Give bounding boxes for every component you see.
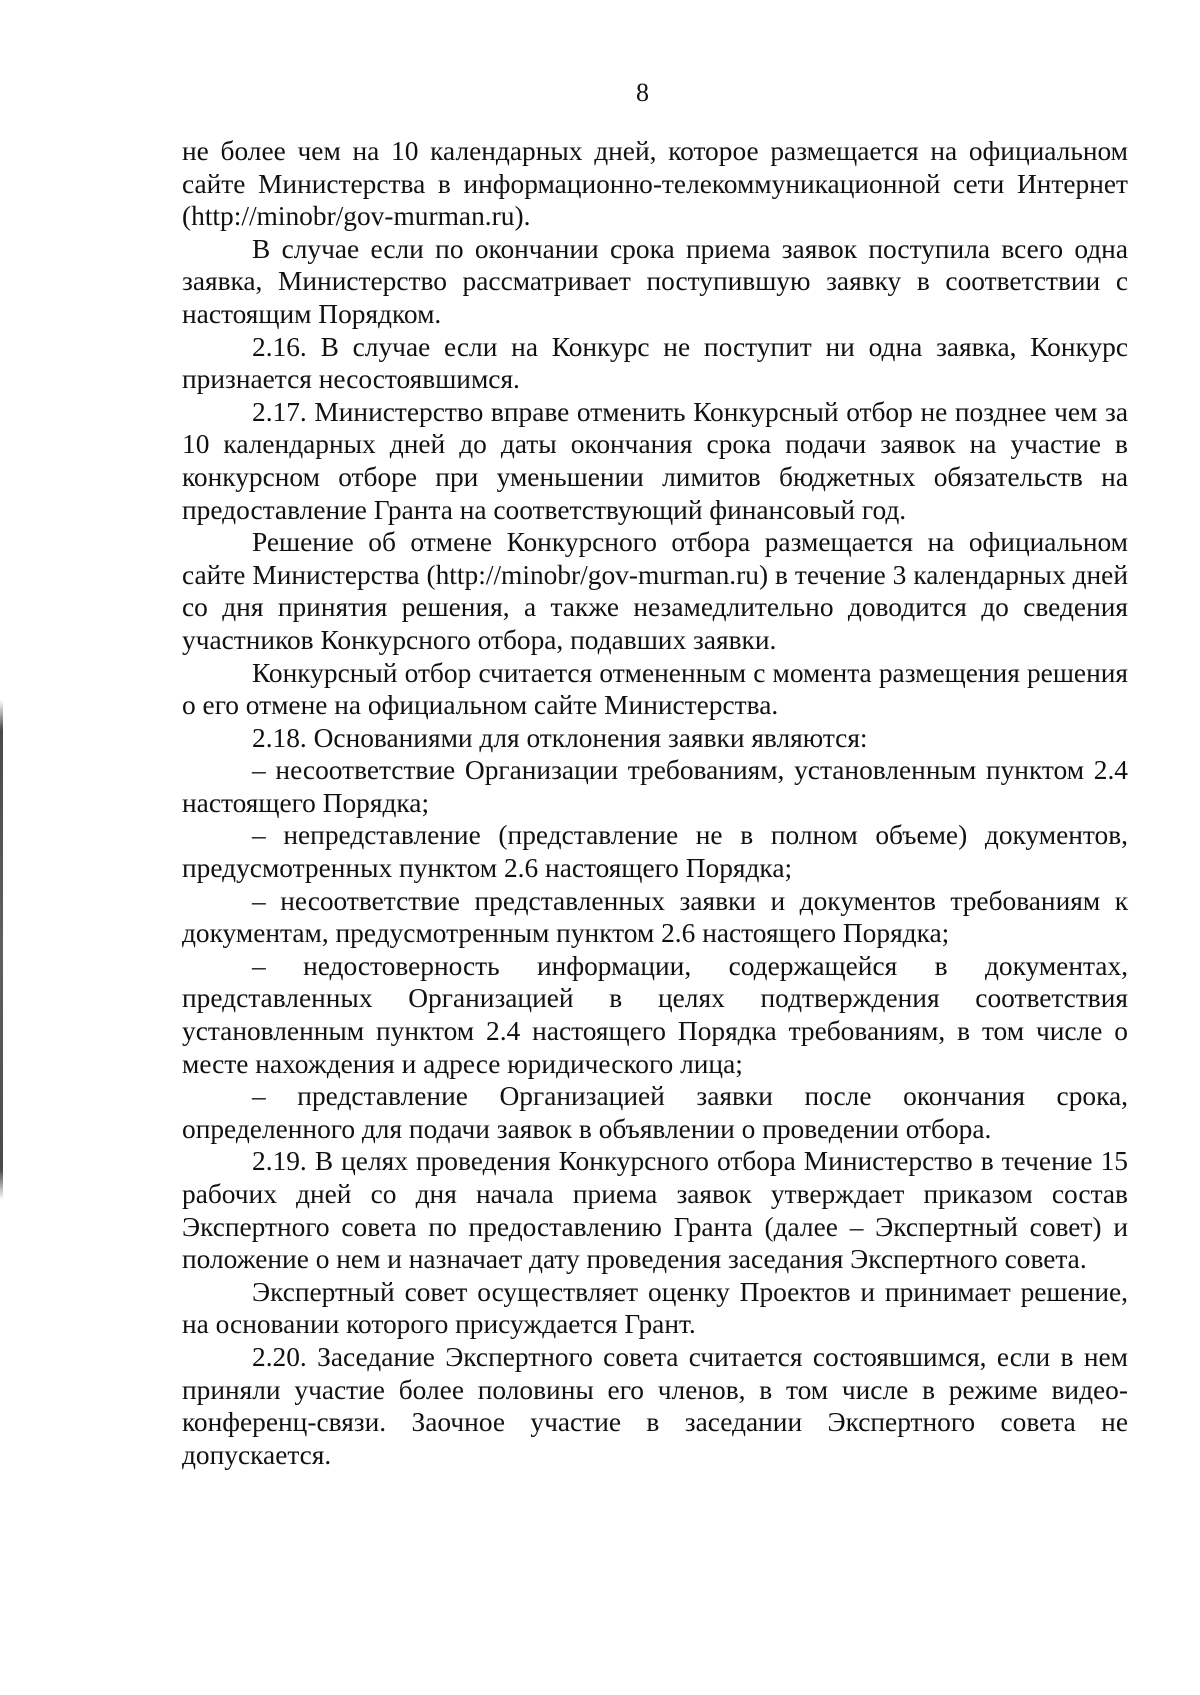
paragraph-clause-2-20: 2.20. Заседание Экспертного совета считается состоявшимся, если в нем приняли участие более половины его членов, в том числе в режиме видео-конференц-связи. Заочное участие в заседании Экспертного совета не допускается. (182, 1341, 1128, 1470)
paragraph: Решение об отмене Конкурсного отбора размещается на официальном сайте Министерства (http://minobr/gov-murman.ru) в течение 3 календарных дней со дня принятия решения, а также незамедлительно доводится до сведения участников Конкурсного отбора, подавших заявки. (182, 527, 1128, 655)
list-item: – несоответствие представленных заявки и документов требованиям к документам, предусмотренным пунктом 2.6 настоящего Порядка; (182, 885, 1128, 949)
document-body (182, 135, 1128, 1471)
paragraph-clause-2-16: 2.16. В случае если на Конкурс не поступит ни одна заявка, Конкурс признается несостоявшимся. (182, 331, 1128, 395)
list-item: – непредставление (представление не в полном объеме) документов, предусмотренных пунктом 2.6 настоящего Порядка; (182, 820, 1128, 884)
paragraph-clause-2-18: 2.18. Основаниями для отклонения заявки являются: (252, 722, 868, 753)
paragraph: не более чем на 10 календарных дней, которое размещается на официальном сайте Министерства в информационно-телекоммуникационной сети Интернет (http://minobr/gov-murman.ru). (182, 136, 1128, 232)
scan-edge-artifact (0, 700, 3, 1200)
page-number: 8 (636, 78, 649, 107)
paragraph: В случае если по окончании срока приема заявок поступила всего одна заявка, Министерство рассматривает поступившую заявку в соответствии с настоящим Порядком. (182, 233, 1128, 329)
paragraph-clause-2-17: 2.17. Министерство вправе отменить Конкурсный отбор не позднее чем за 10 календарных дней до даты окончания срока подачи заявок на участие в конкурсном отборе при уменьшении лимитов бюджетных обязательств на предоставление Гранта на соответствующий финансовый год. (182, 396, 1128, 525)
list-item: – представление Организацией заявки после окончания срока, определенного для подачи заявок в объявлении о проведении отбора. (182, 1081, 1128, 1144)
paragraph: Экспертный совет осуществляет оценку Проектов и принимает решение, на основании которого присуждается Грант. (182, 1276, 1128, 1340)
list-item: – несоответствие Организации требованиям, установленным пунктом 2.4 настоящего Порядка; (182, 755, 1128, 818)
paragraph: Конкурсный отбор считается отмененным с момента размещения решения о его отмене на официальном сайте Министерства. (182, 657, 1128, 721)
paragraph-clause-2-19: 2.19. В целях проведения Конкурсного отбора Министерство в течение 15 рабочих дней со дня начала приема заявок утверждает приказом состав Экспертного совета по предоставлению Гранта (далее – Экспертный совет) и положение о нем и назначает дату проведения заседания Экспертного совета. (182, 1146, 1128, 1275)
list-item: – недостоверность информации, содержащейся в документах, представленных Организацией в целях подтверждения соответствия установленным пунктом 2.4 настоящего Порядка требованиям, в том числе о месте нахождения и адресе юридического лица; (182, 950, 1128, 1079)
